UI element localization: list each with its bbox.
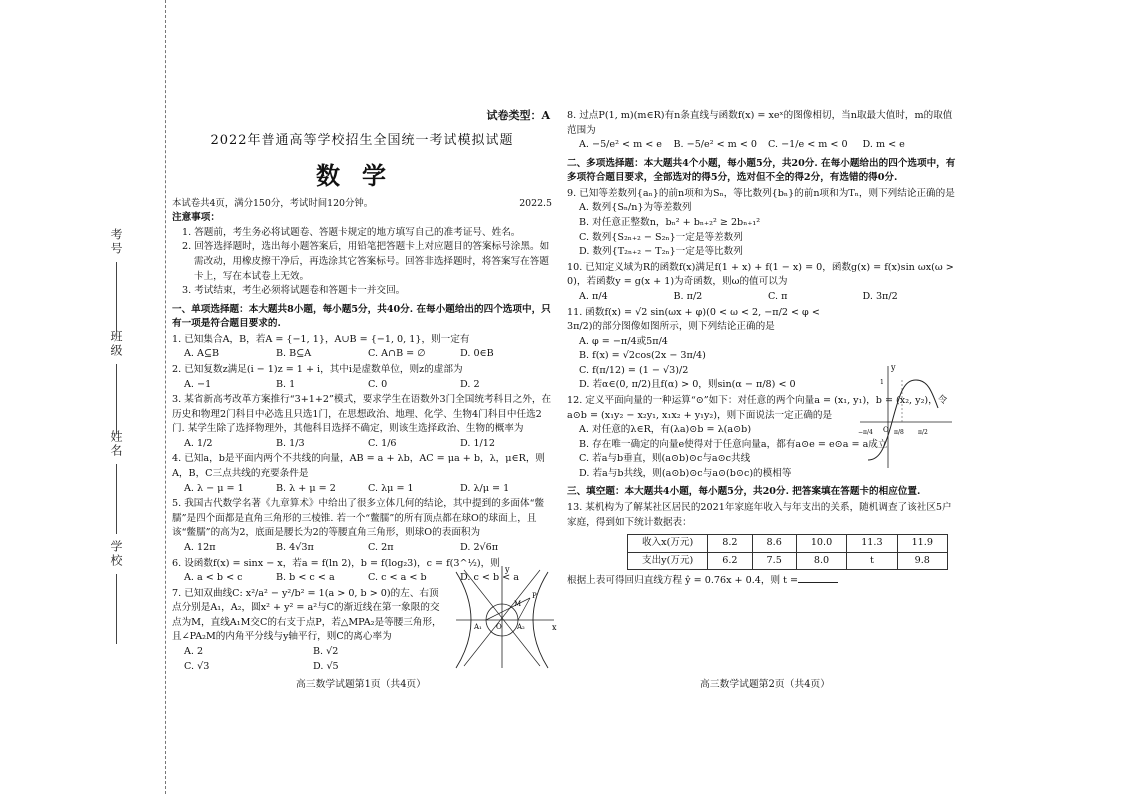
option: A. π/4 [579,290,608,302]
name-field: 姓名 [108,430,125,534]
option: C. f(π/12) = (1 − √3)/2 [579,364,689,376]
question-6: 6. 设函数f(x) = sinx − x，若a = f(ln 2)，b = f(log₂3)，c = f(3^½)，则 A. a < b < c B. b < c < a C. c < a < b D. c < b < a [172,557,552,586]
option: C. √3 [184,660,210,672]
subject-title: 数学 [316,161,408,191]
option: D. 若a与b共线，则(a⊙b)⊙c与a⊙(b⊙c)的模相等 [579,467,792,479]
question-13-tail: 根据上表可得回归直线方程 ŷ = 0.76x + 0.4，则 t = [567,575,799,587]
note-item: 2. 回答选择题时，选出每小题答案后，用铅笔把答题卡上对应题目的答案标号涂黑。如需改动，用橡皮擦干净后，再选涂其它答案标号。回答非选择题时，将答案写在答题卡上，写在本试卷上无效。 [182,241,550,282]
option: A. φ = −π/4或5π/4 [579,335,668,347]
exam-title: 2022年普通高等学校招生全国统一考试模拟试题 [210,132,514,148]
question-2: 2. 已知复数z满足(i − 1)z = 1 + i，其中i是虚数单位，则z的虚部为 A. −1 B. 1 C. 0 D. 2 [172,363,552,392]
question-9: 9. 已知等差数列{aₙ}的前n项和为Sₙ，等比数列{bₙ}的前n项和为Tₙ，则下列结论正确的是 A. 数列{Sₙ/n}为等差数列 B. 对任意正整数n，bₙ² + bₙ₊₂² ≥ 2bₙ₊₁² C. 数列{S₂ₙ₊₂ − S₂ₙ}一定是等差数列 D. 数列{T₂ₙ₊₂ − T₂ₙ}一定是等比数列 [567,187,957,260]
table-cell: 11.3 [847,535,897,553]
table-cell: 8.2 [708,535,752,553]
option: C. 2π [368,541,394,553]
table-row [628,552,948,570]
option: C. 数列{S₂ₙ₊₂ − S₂ₙ}一定是等差数列 [579,231,743,243]
table-cell: 6.2 [708,552,752,570]
answer-blank [798,582,838,583]
option: A. 12π [184,541,216,553]
question-5: 5. 我国古代数学名著《九章算术》中给出了很多立体几何的结论，其中提到的多面体“鳖臑”是四个面都是直角三角形的三棱锥. 若一个“鳖臑”的所有顶点都在球O的球面上，且该“鳖臑”的高为2，底面是腰长为2的等腰直角三角形，则球O的表面积为 A. 12π B. 4√3π C. 2π D. 2√6π [172,497,552,555]
school-field: 学校 [108,540,125,644]
x-label: x [552,623,557,632]
section-3-heading: 三、填空题：本大题共4小题，每小题5分，共20分. 把答案填在答题卡的相应位置. [567,486,921,498]
question-10: 10. 已知定义域为R的函数f(x)满足f(1 + x) + f(1 − x) = 0，函数g(x) = f(x)sin ωx(ω > 0)，若函数y = g(x + 1)为奇函数，则ω的值可以为 A. π/4 B. π/2 C. π D. 3π/2 [567,261,957,305]
y-label: y [505,565,510,574]
tick-1: 1 [880,379,884,386]
exam-meta [172,197,552,211]
option: D. m < e [862,139,905,151]
p-label: P [532,592,537,600]
question-12: 12. 定义平面向量的一种运算“⊙”如下：对任意的两个向量a = (x₁, y₁)，b = (x₂, y₂)，令a⊙b = (x₁y₂ − x₂y₁, x₁x₂ + y₁y₂)，则下面说法一定正确的是 A. 对任意的λ∈R，有(λa)⊙b = λ(a⊙b) B. 存在唯一确定的向量e使得对于任意向量a，都有a⊙e = e⊙a = a成立 C. 若a与b垂直，则(a⊙b)⊙c与a⊙c共线 D. 若a与b共线，则(a⊙b)⊙c与a⊙(b⊙c)的模相等 [567,394,957,481]
question-8: 8. 过点P(1, m)(m∈R)有n条直线与函数f(x) = xeˣ的图像相切，当n取最大值时，m的取值范围为 A. −5/e² < m < e B. −5/e² < m < 0 C. −1/e < m < 0 D. m < e [567,109,957,153]
class-field: 班级 [108,330,125,434]
table-row [628,535,948,553]
option: D. 2 [460,378,480,390]
option: B. 1 [276,378,296,390]
option: D. 1/12 [460,437,495,449]
option: A. 对任意的λ∈R，有(λa)⊙b = λ(a⊙b) [579,424,752,436]
option: A. −1 [184,378,212,390]
question-3: 3. 某省新高考改革方案推行“3+1+2”模式，要求学生在语数外3门全国统考科目之外，在历史和物理2门科目中必选且只选1门，在思想政治、地理、化学、生物4门科目中任选2门. 某学生除了选择物理外，其他科目选择不确定，则该生选择政治、生物的概率为 A. 1/2 B. 1/3 C. 1/6 D. 1/12 [172,393,552,451]
footer-page-2: 高三数学试题第2页（共4页） [700,679,831,690]
option: A. −5/e² < m < e [579,139,662,151]
tick-pi2: π/2 [918,429,928,436]
number-field: 考号 [108,228,125,332]
option: D. 数列{T₂ₙ₊₂ − T₂ₙ}一定是等比数列 [579,246,743,258]
question-13: 13. 某机构为了解某社区居民的2021年家庭年收入与年支出的关系，随机调查了该社区5户家庭，得到如下统计数据表： 收入x(万元) 8.2 8.6 10.0 11.3 11.9 支出y(万元) 6.2 7.5 8.0 t 9.8 根据上表可得回归直线方程 ŷ = 0.76x + 0.4，则 t = [567,502,952,587]
section-2-heading: 二、多项选择题：本大题共4个小题，每小题5分，共20分. 在每小题给出的四个选项中，有多项符合题目要求，全部选对的得5分，选对但不全的得2分，有选错的得0分. [567,157,956,184]
notes-heading: 注意事项： [172,212,220,224]
a1-label: A₁ [474,623,482,631]
option: B. 4√3π [276,541,314,553]
option: B. f(x) = √2cos(2x − 3π/4) [579,350,706,362]
option: B. λ + μ = 2 [276,482,336,494]
option: A. a < b < c [184,572,243,584]
option: C. A∩B = ∅ [368,348,426,360]
table-cell: 8.6 [752,535,796,553]
option: A. 1/2 [184,437,213,449]
option: C. −1/e < m < 0 [768,139,848,151]
a2-label: A₂ [517,623,525,631]
table-cell: 9.8 [897,552,947,570]
m-label: M [514,600,522,608]
data-table [627,534,948,570]
y-label: y [891,363,896,372]
sine-curve [868,380,938,460]
section-1-heading: 一、单项选择题：本大题共8小题，每小题5分，共40分. 在每小题给出的四个选项中，只有一项是符合题目要求的. [172,303,551,330]
option: B. 存在唯一确定的向量e使得对于任意向量a，都有a⊙e = e⊙a = a成立 [579,438,888,450]
right-column [567,108,957,589]
exam-date: 2022.5 [519,197,552,209]
option: B. π/2 [673,290,703,302]
option: A. 2 [184,646,204,657]
option: B. −5/e² < m < 0 [673,139,758,151]
cut-line [165,0,167,794]
question-11: 11. 函数f(x) = √2 sin(ωx + φ)(0 < ω < 2, −π/2 < φ < 3π/2)的部分图像如图所示，则下列结论正确的是 A. φ = −π/4或5π/4 B. f(x) = √2cos(2x − 3π/4) C. f(π/12) = (1 − √3)/2 D. 若α∈(0, π/2)且f(α) > 0，则sin(α − π/8) < 0 [567,306,847,393]
question-7: 7. 已知双曲线C: x²/a² − y²/b² = 1(a > 0, b > 0)的左、右顶点分别是A₁，A₂，圆x² + y² = a²与C的渐近线在第一象限的交点为M，直线A₁M交C的右支于点P，若△MPA₂是等腰三角形，且∠PA₂M的内角平分线与y轴平行，则C的离心率为 A. 2 B. √2 C. √3 D. √5 [172,587,442,674]
question-1: 1. 已知集合A，B，若A = {−1, 1}，A∪B = {−1, 0, 1}，则一定有 A. A⊆B B. B⊆A C. A∩B = ∅ D. 0∈B [172,333,552,362]
tick-neg-pi4: −π/4 [858,429,873,436]
table-cell: 支出y(万元) [628,552,708,570]
option: B. 1/3 [276,437,305,449]
question-4: 4. 已知a，b是平面内两个不共线的向量，AB = a + λb，AC = μa + b，λ，μ∈R，则A，B，C三点共线的充要条件是 A. λ − μ = 1 B. λ + μ = 2 C. λμ = 1 D. λ/μ = 1 [172,452,552,496]
table-cell: 11.9 [897,535,947,553]
option: D. c < b < a [460,572,519,584]
option: C. 1/6 [368,437,397,449]
option: C. 0 [368,378,388,390]
option: D. 3π/2 [862,290,898,302]
option: B. √2 [313,646,339,657]
paper-type: 试卷类型：A [486,109,550,122]
option: C. π [768,290,788,302]
option: B. 对任意正整数n，bₙ² + bₙ₊₂² ≥ 2bₙ₊₁² [579,217,761,229]
sine-figure [858,362,954,472]
option: D. 2√6π [460,541,499,553]
option: D. √5 [313,660,339,672]
exam-info: 本试卷共4页，满分150分，考试时间120分钟。 [172,197,374,209]
origin-label: O [496,623,502,631]
option: C. c < a < b [368,572,427,584]
table-cell: 8.0 [796,552,846,570]
origin-label: O [883,426,889,434]
table-cell: 7.5 [752,552,796,570]
option: A. A⊆B [184,348,220,360]
binding-margin [0,0,165,794]
hyperbola-figure [452,562,558,672]
option: D. 若α∈(0, π/2)且f(α) > 0，则sin(α − π/8) < 0 [579,379,796,391]
table-cell: 10.0 [796,535,846,553]
option: C. λμ = 1 [368,482,414,494]
option: D. λ/μ = 1 [460,482,510,494]
option: B. B⊆A [276,348,312,360]
line-a1-p [486,598,530,620]
note-item: 1. 答题前，考生务必将试题卷、答题卡规定的地方填写自己的准考证号、姓名。 [182,226,521,238]
table-cell: 收入x(万元) [628,535,708,553]
option: D. 0∈B [460,348,494,360]
option: A. 数列{Sₙ/n}为等差数列 [579,202,692,214]
footer-page-1: 高三数学试题第1页（共4页） [296,679,427,690]
option: A. λ − μ = 1 [184,482,244,494]
note-item: 3. 考试结束，考生必须将试题卷和答题卡一并交回。 [182,285,406,297]
option: B. b < c < a [276,572,335,584]
tick-pi8: π/8 [894,429,904,436]
option: C. 若a与b垂直，则(a⊙b)⊙c与a⊙c共线 [579,453,751,465]
table-cell: t [847,552,897,570]
